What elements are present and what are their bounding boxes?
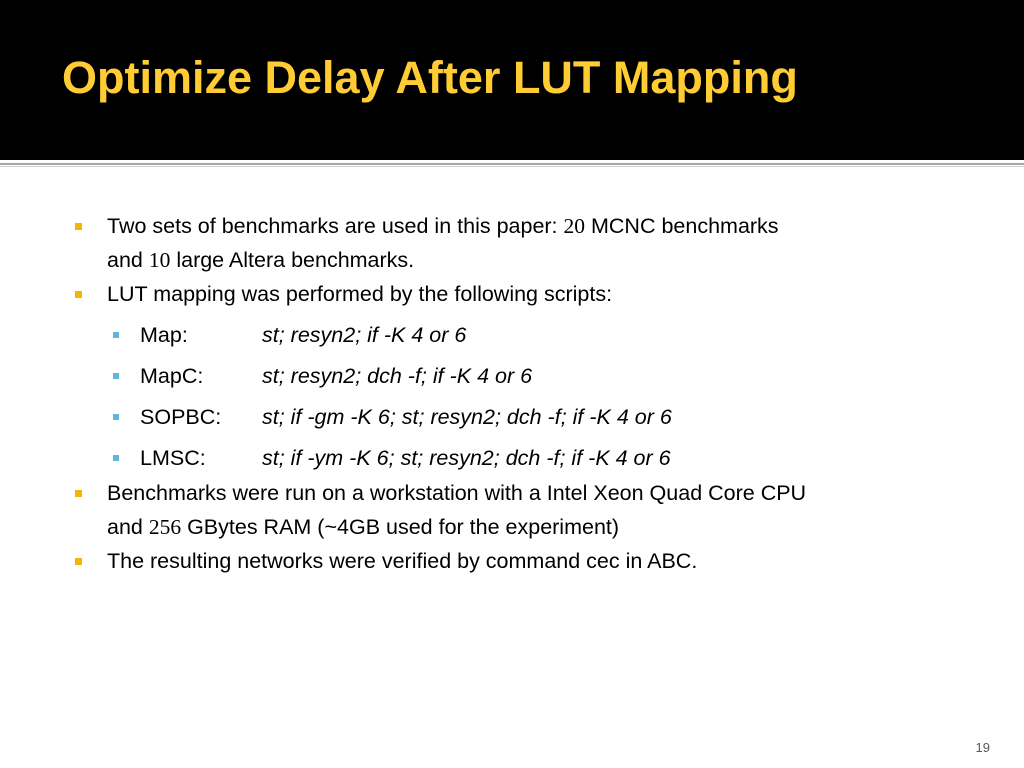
slide-title: Optimize Delay After LUT Mapping — [62, 52, 798, 103]
bullet-text: The resulting networks were verified by command cec in ABC. — [107, 549, 698, 573]
benchmark-count-mcnc: 20 — [563, 214, 586, 238]
script-item-lmsc — [140, 441, 671, 475]
script-label: MapC: — [140, 364, 204, 388]
script-command: st; resyn2; if -K 4 or 6 — [262, 323, 467, 347]
square-subbullet-icon — [113, 332, 119, 338]
bullet-workstation-line1 — [107, 476, 806, 510]
bullet-verification — [107, 544, 697, 578]
ram-size: 256 — [148, 515, 182, 539]
square-subbullet-icon — [113, 373, 119, 379]
bullet-benchmarks-line1 — [107, 209, 779, 243]
script-item-map — [140, 318, 466, 352]
bullet-lut-mapping — [107, 277, 612, 311]
script-label: LMSC: — [140, 446, 206, 470]
script-command: st; if -gm -K 6; st; resyn2; dch -f; if -K 4 or 6 — [262, 405, 672, 429]
script-label: SOPBC: — [140, 405, 222, 429]
bullet-text: large Altera benchmarks. — [170, 248, 415, 272]
benchmark-count-altera: 10 — [148, 248, 171, 272]
square-bullet-icon — [75, 490, 82, 497]
script-item-mapc — [140, 359, 532, 393]
page-number: 19 — [975, 740, 990, 755]
bullet-text: MCNC benchmarks — [585, 214, 779, 238]
square-subbullet-icon — [113, 455, 119, 461]
script-command: st; if -ym -K 6; st; resyn2; dch -f; if -K 4 or 6 — [262, 446, 671, 470]
script-label: Map: — [140, 323, 188, 347]
script-item-sopbc — [140, 400, 672, 434]
square-bullet-icon — [75, 558, 82, 565]
square-bullet-icon — [75, 223, 82, 230]
bullet-text: and — [107, 248, 149, 272]
bullet-text: LUT mapping was performed by the following scripts: — [107, 282, 613, 306]
bullet-text: and — [107, 515, 149, 539]
bullet-workstation-line2 — [107, 510, 619, 544]
bullet-text: GBytes RAM (~4GB used for the experiment) — [181, 515, 620, 539]
bullet-benchmarks-line2 — [107, 243, 414, 277]
bullet-text: Benchmarks were run on a workstation with a Intel Xeon Quad Core CPU — [107, 481, 807, 505]
square-bullet-icon — [75, 291, 82, 298]
square-subbullet-icon — [113, 414, 119, 420]
bullet-text: Two sets of benchmarks are used in this paper: — [107, 214, 564, 238]
script-command: st; resyn2; dch -f; if -K 4 or 6 — [262, 364, 533, 388]
